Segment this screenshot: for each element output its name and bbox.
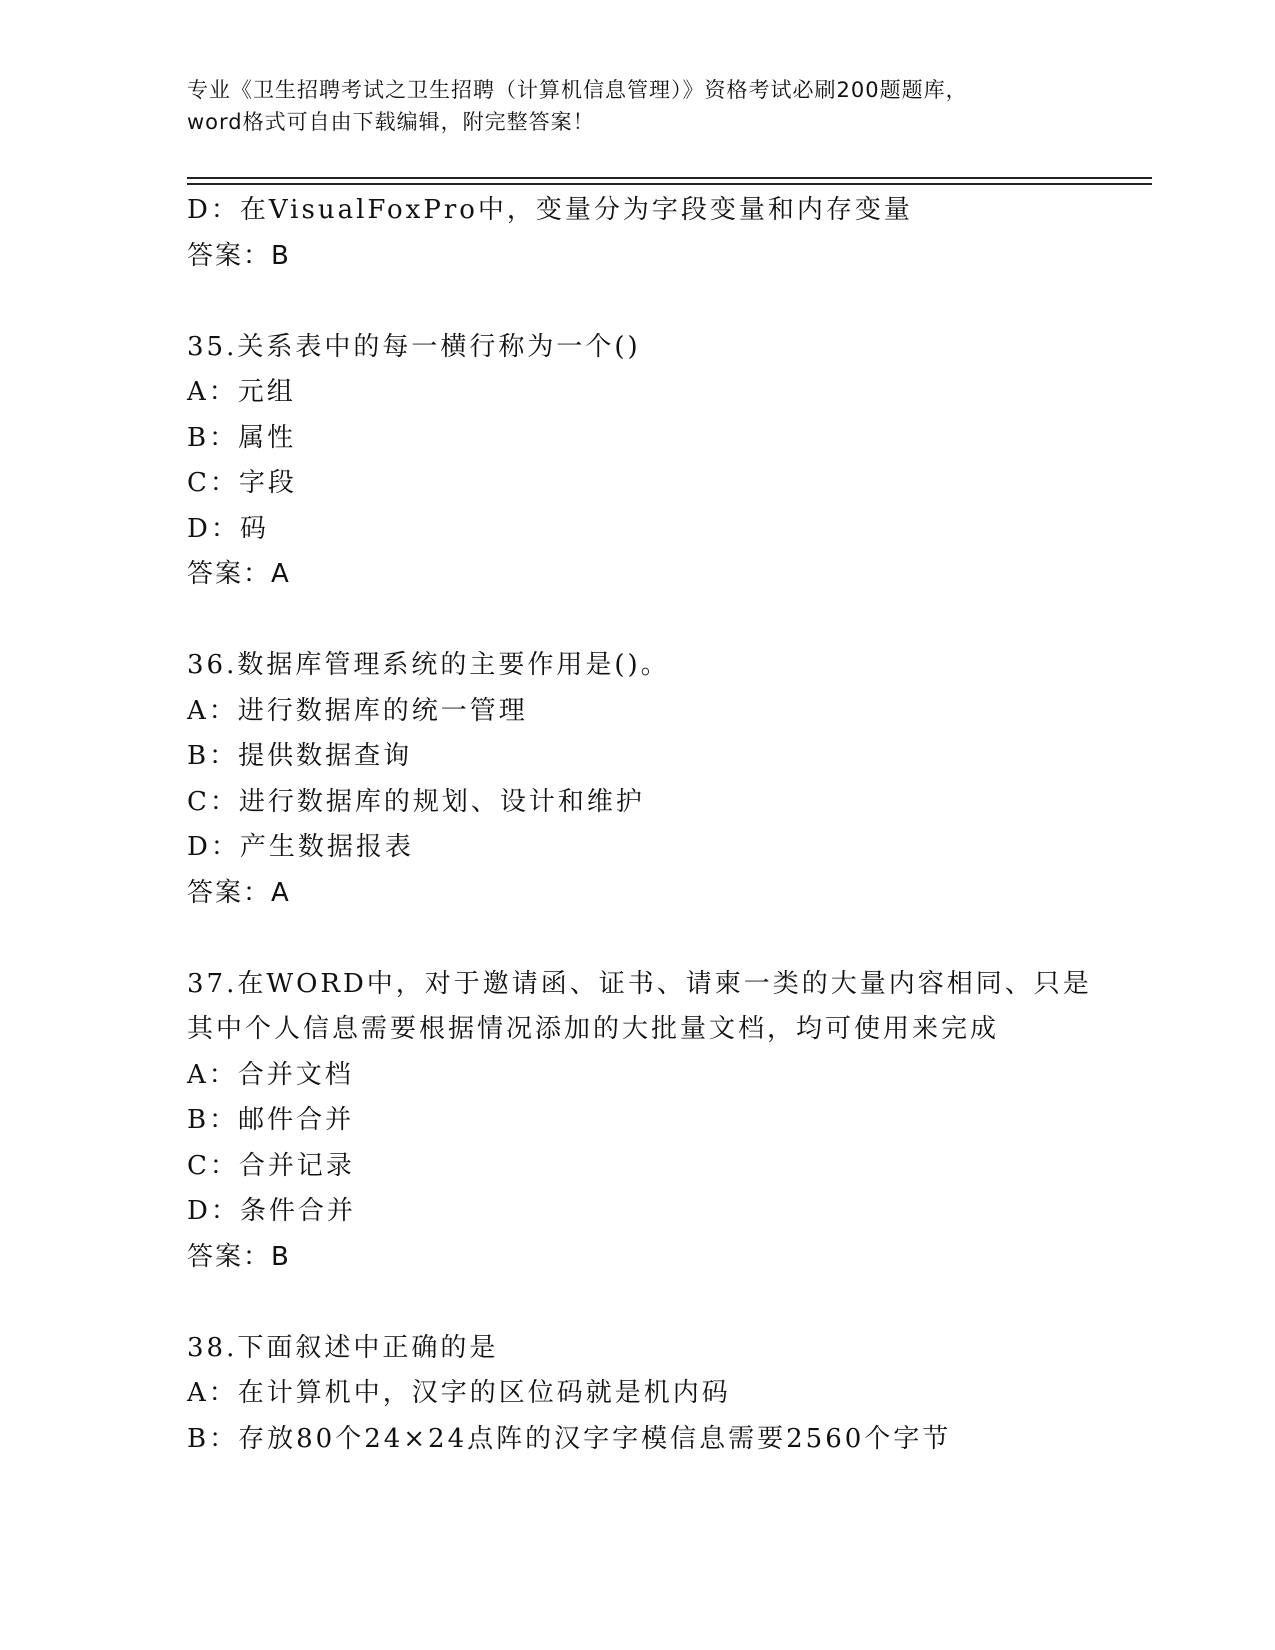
answer: 答案：B <box>187 240 291 271</box>
spacer <box>187 279 1147 325</box>
spacer <box>187 1280 1147 1326</box>
question-stem: 37.在WORD中，对于邀请函、证书、请柬一类的大量内容相同、只是 <box>187 968 1092 999</box>
header-rule-bottom <box>187 183 1152 185</box>
question-stem: 36.数据库管理系统的主要作用是()。 <box>187 650 670 680</box>
option-c: C：进行数据库的规划、设计和维护 <box>187 786 645 817</box>
document-header <box>187 74 1087 138</box>
option-a: A：在计算机中，汉字的区位码就是机内码 <box>187 1378 731 1408</box>
option-c: C：字段 <box>187 468 297 498</box>
header-line-2: word格式可自由下载编辑，附完整答案！ <box>187 110 595 134</box>
option-a: A：元组 <box>187 377 296 407</box>
option-d: D：条件合并 <box>187 1196 356 1226</box>
header-line-1: 专业《卫生招聘考试之卫生招聘（计算机信息管理）》资格考试必刷200题题库， <box>187 78 968 102</box>
option-d: D：在VisualFoxPro中，变量分为字段变量和内存变量 <box>187 195 913 225</box>
option-a: A：进行数据库的统一管理 <box>187 695 528 726</box>
question-content <box>187 188 1147 1462</box>
option-d: D：码 <box>187 513 269 544</box>
option-d: D：产生数据报表 <box>187 832 414 862</box>
answer: 答案：B <box>187 1241 291 1272</box>
spacer <box>187 598 1147 644</box>
option-b: B：存放80个24×24点阵的汉字字模信息需要2560个字节 <box>187 1423 952 1454</box>
question-stem: 35.关系表中的每一横行称为一个() <box>187 331 641 362</box>
option-c: C：合并记录 <box>187 1150 355 1181</box>
header-rule-top <box>187 177 1152 179</box>
option-b: B：提供数据查询 <box>187 741 413 771</box>
question-stem: 38.下面叙述中正确的是 <box>187 1332 499 1363</box>
answer: 答案：A <box>187 559 291 589</box>
question-stem-continued: 其中个人信息需要根据情况添加的大批量文档，均可使用来完成 <box>187 1014 1000 1044</box>
option-a: A：合并文档 <box>187 1059 354 1090</box>
answer: 答案：A <box>187 877 291 908</box>
option-b: B：属性 <box>187 422 297 453</box>
spacer <box>187 916 1147 962</box>
option-b: B：邮件合并 <box>187 1105 355 1135</box>
